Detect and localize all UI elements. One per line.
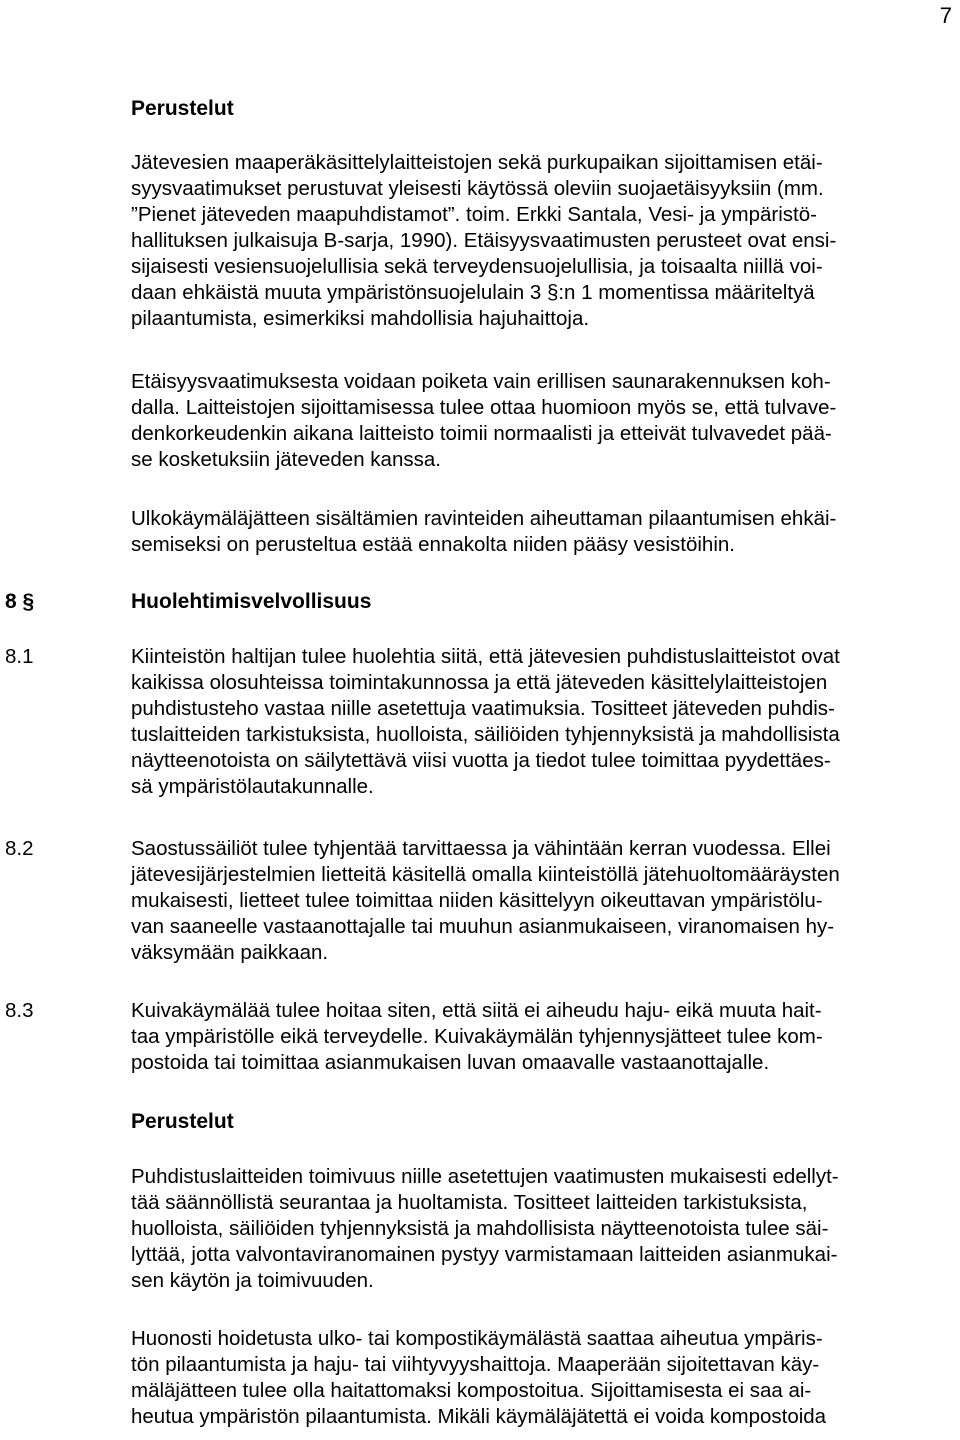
paragraph: Jätevesien maaperäkäsittelylaitteistojen sekä purkupaikan sijoittamisen etäi- syysvaatimukset perustuvat yleisesti käytössä oleviin suojaetäisyyksiin (mm. ”Pienet jäteveden maapuhdistamot”. toim. Erkki Santala, Vesi- ja ympäristö- hallituksen julkaisuja B-sarja, 1990). Etäisyysvaatimusten perusteet ovat ensi- sijaisesti vesiensuojelullisia sekä terveydensuojelullisia, ja toisaalta niillä voi- daan ehkäistä muuta ympäristönsuojelulain 3 §:n 1 momentissa määriteltyä pilaantumista, esimerkiksi mahdollisia hajuhaittoja. <box>131 151 837 330</box>
item-text: Saostussäiliöt tulee tyhjentää tarvittaessa ja vähintään kerran vuodessa. Ellei jätevesijärjestelmien lietteitä käsitellä omalla kiinteistöllä jätehuoltomääräysten mukaisesti, lietteet tulee toimittaa niiden käsittelyyn oikeuttavan ympäristölu- van saaneelle vastaanottajalle tai muuhun asianmukaiseen, viranomaisen hy- väksymään paikkaan. <box>131 837 840 964</box>
item-text: Kiinteistön haltijan tulee huolehtia siitä, että jätevesien puhdistuslaitteistot ovat kaikissa olosuhteissa toimintakunnossa ja että jäteveden käsittelylaitteistojen puhdistusteho vastaa niille asetettuja vaatimuksia. Tositteet jäteveden puhdis- tuslaitteiden tarkistuksista, huolloista, säiliöiden tyhjennyksistä ja mahdollisista näytteenotoista on säilytettävä viisi vuotta ja tiedot tulee toimittaa pyydettäes- sä ympäristölautakunnalle. <box>131 645 840 798</box>
item-number: 8.3 <box>5 999 34 1022</box>
item-number: 8.2 <box>5 837 34 860</box>
paragraph: Etäisyysvaatimuksesta voidaan poiketa vain erillisen saunarakennuksen koh- dalla. Laitteistojen sijoittamisessa tulee ottaa huomioon myös se, että tulvave- denkorkeudenkin aikana laitteisto toimii normaalisti ja etteivät tulvavedet pää- se kosketuksiin jäteveden kanssa. <box>131 370 837 471</box>
section-title: Huolehtimisvelvollisuus <box>131 590 372 613</box>
paragraph: Ulkokäymäläjätteen sisältämien ravinteiden aiheuttaman pilaantumisen ehkäi- semiseksi on perusteltua estää ennakolta niiden pääsy vesistöihin. <box>131 507 837 556</box>
item-text: Kuivakäymälää tulee hoitaa siten, että siitä ei aiheudu haju- eikä muuta hait- taa ympäristölle eikä terveydelle. Kuivakäymälän tyhjennysjätteet tulee kom- postoida tai toimittaa asianmukaisen luvan omaavalle vastaanottajalle. <box>131 999 823 1074</box>
section-heading-perustelut: Perustelut <box>131 1110 234 1133</box>
section-heading-perustelut: Perustelut <box>131 97 234 120</box>
paragraph: Puhdistuslaitteiden toimivuus niille asetettujen vaatimusten mukaisesti edellyt- tää säännöllistä seurantaa ja huoltamista. Tositteet laitteiden tarkistuksista, huolloista, säiliöiden tyhjennyksistä ja mahdollisista näytteenotoista tulee säi- lyttää, jotta valvontaviranomainen pystyy varmistamaan laitteiden asianmukai- sen käytön ja toimivuuden. <box>131 1165 839 1292</box>
item-number: 8.1 <box>5 645 34 668</box>
paragraph: Huonosti hoidetusta ulko- tai kompostikäymälästä saattaa aiheutua ympäris- tön pilaantumista ja haju- tai viihtyvyyshaittoja. Maaperään sijoitettavan käy- mäläjätteen tulee olla haitattomaksi kompostoitua. Sijoittamisesta ei saa ai- heutua ympäristön pilaantumista. Mikäli käymäläjätettä ei voida kompostoida <box>131 1327 827 1428</box>
section-number: 8 § <box>5 590 35 613</box>
page-number: 7 <box>939 3 952 28</box>
